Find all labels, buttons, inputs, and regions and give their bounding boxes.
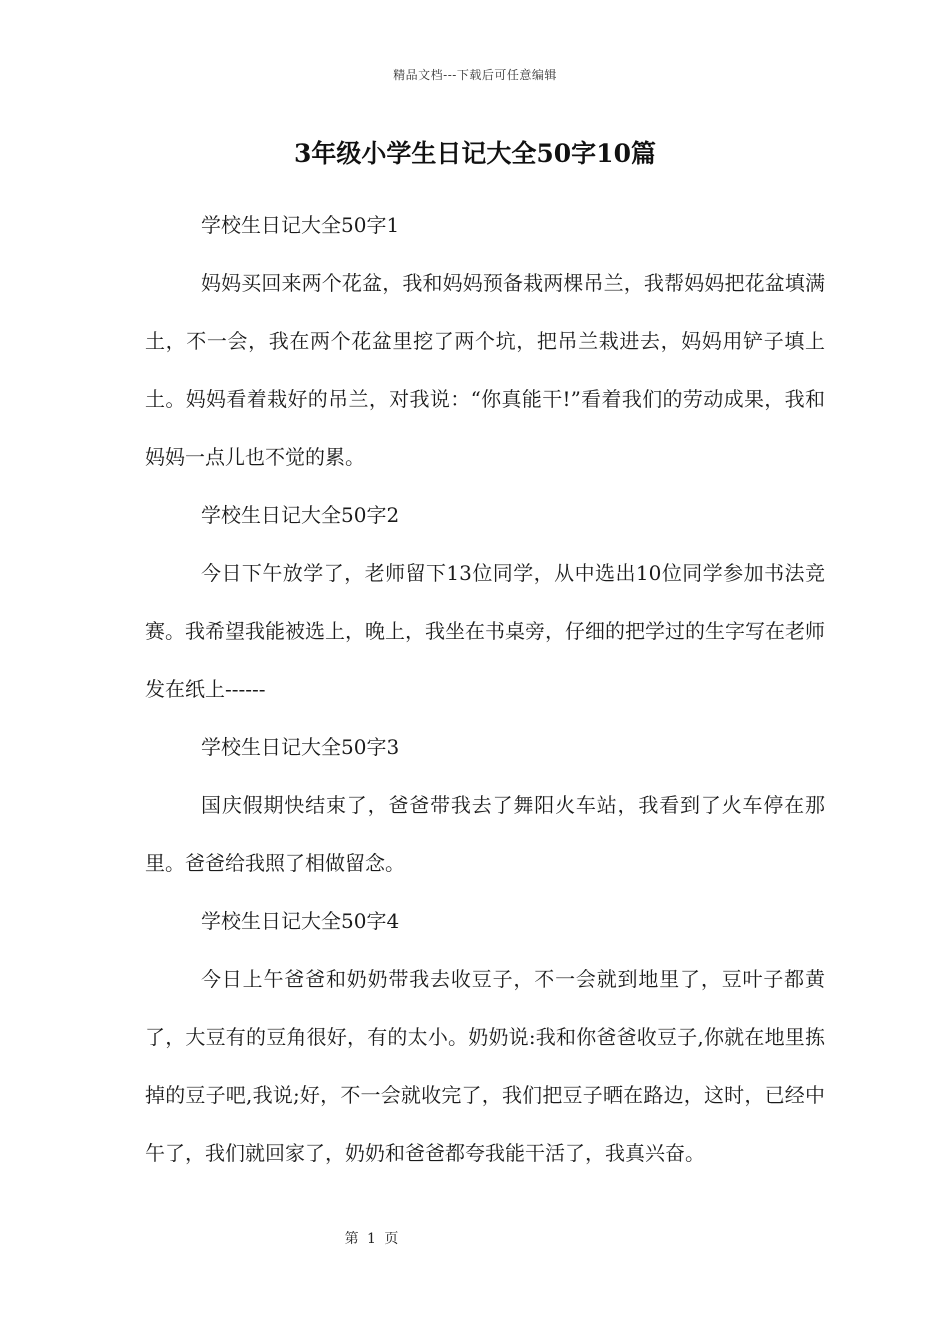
entry-heading: 学校生日记大全50字1 [201,213,400,237]
diary-entry-4 [145,892,825,1182]
entry-heading: 学校生日记大全50字2 [201,503,400,527]
page-header: 精品文档---下载后可任意编辑 [393,68,557,82]
entry-paragraph: 国庆假期快结束了，爸爸带我去了舞阳火车站，我看到了火车停在那里。爸爸给我照了相做留念。 [145,793,825,875]
diary-entry-2 [145,486,825,718]
page-number: 第 1 页 [344,1231,401,1247]
entry-paragraph: 今日下午放学了，老师留下13位同学，从中选出10位同学参加书法竞赛。我希望我能被选上，晚上，我坐在书桌旁，仔细的把学过的生字写在老师发在纸上------ [145,561,825,701]
diary-entry-3 [145,718,825,892]
entry-paragraph: 今日上午爸爸和奶奶带我去收豆子，不一会就到地里了，豆叶子都黄了，大豆有的豆角很好，有的太小。奶奶说:我和你爸爸收豆子,你就在地里拣掉的豆子吧,我说;好，不一会就收完了，我们把豆子晒在路边，这时，已经中午了，我们就回家了，奶奶和爸爸都夸我能干活了，我真兴奋。 [145,967,825,1165]
entry-heading: 学校生日记大全50字4 [201,909,400,933]
entry-heading: 学校生日记大全50字3 [201,735,400,759]
diary-entry-1 [145,196,825,486]
document-title: 3年级小学生日记大全50字10篇 [294,139,656,168]
document-body [145,196,825,1182]
entry-paragraph: 妈妈买回来两个花盆，我和妈妈预备栽两棵吊兰，我帮妈妈把花盆填满土，不一会，我在两个花盆里挖了两个坑，把吊兰栽进去，妈妈用铲子填上土。妈妈看着栽好的吊兰，对我说：“你真能干!”看着我们的劳动成果，我和妈妈一点儿也不觉的累。 [145,271,825,469]
